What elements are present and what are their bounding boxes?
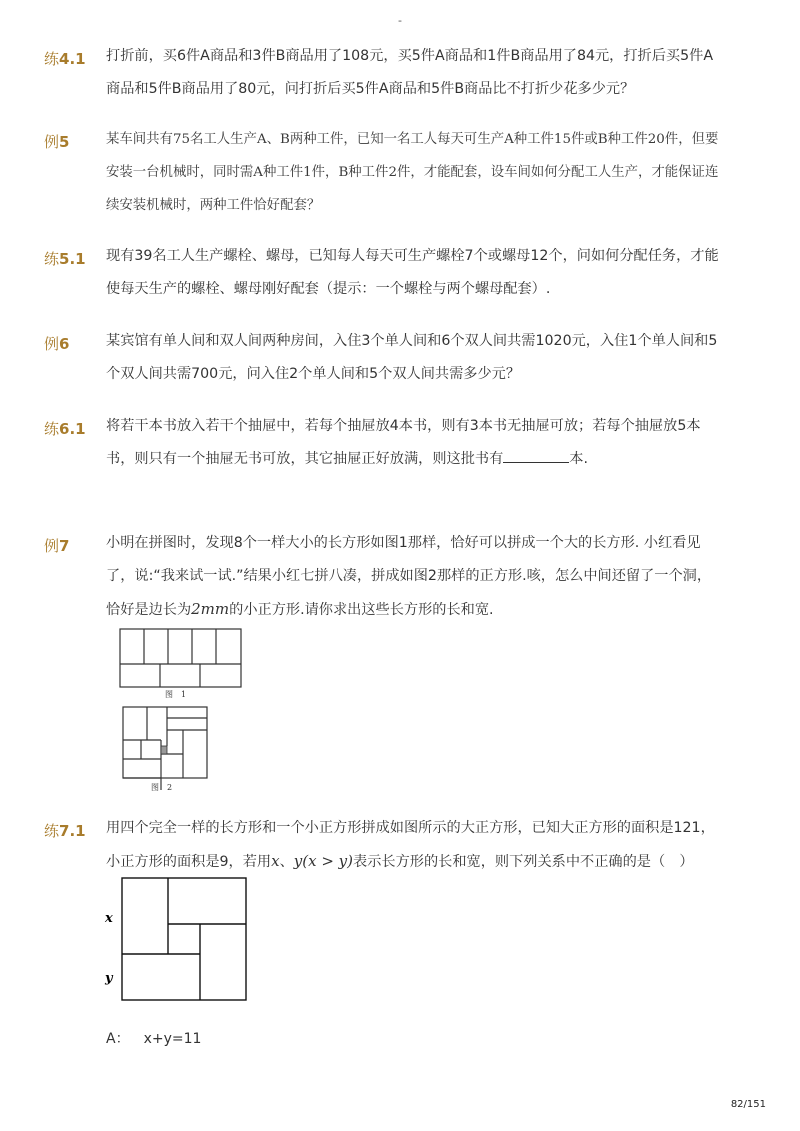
- page-number: 82/151: [730, 1099, 766, 1110]
- problem-text: 用四个完全一样的长方形和一个小正方形拼成如图所示的大正方形，已知大正方形的面积是121，小正方形的面积是9，若用x、y(x > y)表示长方形的长和宽，则下列关系中不正确的是（ ）: [106, 820, 715, 870]
- hole-square: [161, 746, 167, 754]
- answer-blank[interactable]: [503, 448, 569, 463]
- problem-5-1: [44, 240, 724, 306]
- example-7: [44, 527, 724, 627]
- problem-7-1: [44, 812, 724, 879]
- example-5: [44, 123, 724, 222]
- math-x: x: [271, 852, 280, 870]
- example-text: 小明在拼图时，发现8个一样大小的长方形如图1那样，恰好可以拼成一个大的长方形. 小红看见了，说:“我来试一试.”结果小红七拼八凑，拼成如图2那样的正方形.咳，怎么中间还留了一个洞，恰好是边长为2mm的小正方形.请你求出这些长方形的长和宽.: [106, 535, 712, 618]
- option-text: x+y=11: [143, 1031, 202, 1047]
- label-y: y: [105, 971, 113, 986]
- example-6: [44, 325, 724, 391]
- problem-tag: 练7.1: [44, 822, 86, 840]
- example-text: 某宾馆有单人间和双人间两种房间，入住3个单人间和6个双人间共需1020元，入住1个单人间和5个双人间共需700元，问入住2个单人间和5个双人间共需多少元？: [106, 333, 718, 382]
- example-text: 某车间共有75名工人生产A、B两种工件，已知一名工人每天可生产A种工件15件或B种工件20件，但要安装一台机械时，同时需A种工件1件，B种工件2件，才能配套，设车间如何分配工人生产，才能保证连续安装机械时，两种工件恰好配套？: [106, 132, 719, 213]
- label-x: x: [105, 911, 113, 926]
- problem-text: 将若干本书放入若干个抽屉中，若每个抽屉放4本书，则有3本书无抽屉可放；若每个抽屉放5本书，则只有一个抽屉无书可放，其它抽屉正好放满，则这批书有 本.: [106, 418, 701, 467]
- figure-1-caption: 图 1: [165, 690, 187, 699]
- problem-text: 打折前，买6件A商品和3件B商品用了108元，买5件A商品和1件B商品用了84元，打折后买5件A商品和5件B商品用了80元，问打折后买5件A商品和5件B商品比不打折少花多少元？: [106, 48, 714, 97]
- figure-2: [121, 706, 209, 792]
- problem-tag: 练5.1: [44, 250, 86, 268]
- math-condition: (x > y): [302, 852, 353, 870]
- problem-4-1: [44, 40, 724, 106]
- figure-1: [119, 628, 243, 700]
- math-y: y: [293, 852, 303, 870]
- example-tag: 例7: [44, 537, 70, 555]
- problem-text: 现有39名工人生产螺栓、螺母，已知每人每天可生产螺栓7个或螺母12个，问如何分配任务，才能使每天生产的螺栓、螺母刚好配套（提示：一个螺栓与两个螺母配套）.: [106, 248, 719, 297]
- math-2mm: 2mm: [191, 600, 230, 618]
- example-tag: 例6: [44, 335, 70, 353]
- header-mark: -: [398, 14, 402, 27]
- example-tag: 例5: [44, 133, 70, 151]
- problem-tag: 练6.1: [44, 420, 86, 438]
- figure-2-caption: 图 2: [151, 783, 173, 792]
- option-a[interactable]: [106, 1028, 201, 1048]
- figure-square: [100, 874, 250, 1004]
- option-letter: A：: [106, 1031, 130, 1047]
- problem-tag: 练4.1: [44, 50, 86, 68]
- problem-6-1: [44, 410, 724, 476]
